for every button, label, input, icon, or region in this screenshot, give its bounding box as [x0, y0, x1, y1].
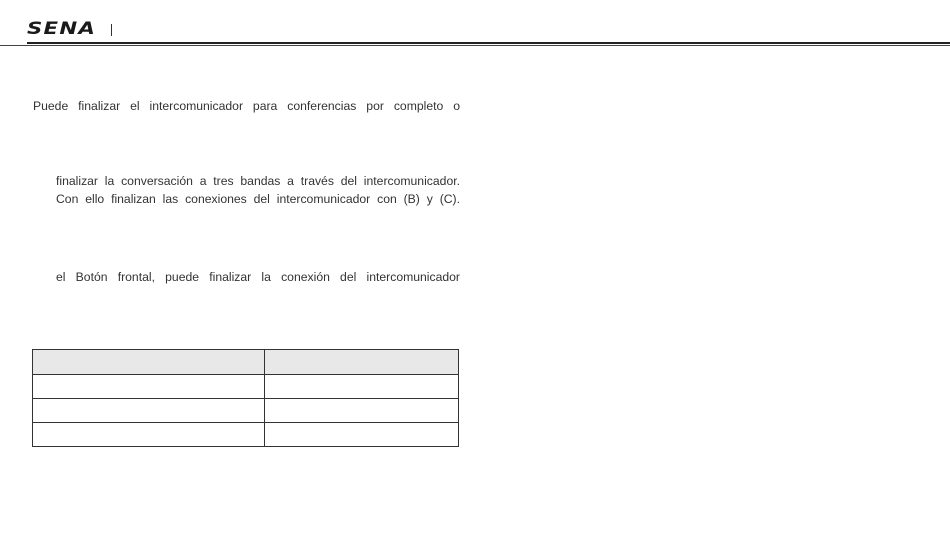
header-rule-thick: [27, 42, 950, 44]
table-header-cell: [265, 350, 459, 375]
paragraph-three-way-end: finalizar la conversación a tres bandas a través del intercomunicador.: [56, 174, 460, 188]
table-cell: [33, 399, 265, 423]
header-rule-thin: [0, 45, 950, 46]
table-cell: [33, 423, 265, 447]
table-row: [33, 423, 459, 447]
table-header-cell: [33, 350, 265, 375]
table-cell: [265, 375, 459, 399]
page-header: [0, 0, 950, 50]
table-cell: [265, 423, 459, 447]
table-header-row: [33, 350, 459, 375]
table-cell: [33, 375, 265, 399]
brand-logo: SENA: [27, 19, 97, 39]
paragraph-front-button: el Botón frontal, puede finalizar la conexión del intercomunicador: [56, 270, 460, 284]
table-row: [33, 399, 459, 423]
button-operation-table: [32, 349, 459, 447]
table-cell: [265, 399, 459, 423]
table-row: [33, 375, 459, 399]
paragraph-connections-end: Con ello finalizan las conexiones del intercomunicador con (B) y (C).: [56, 192, 460, 206]
paragraph-intro: Puede finalizar el intercomunicador para conferencias por completo o: [33, 99, 460, 113]
header-separator: [111, 24, 112, 36]
